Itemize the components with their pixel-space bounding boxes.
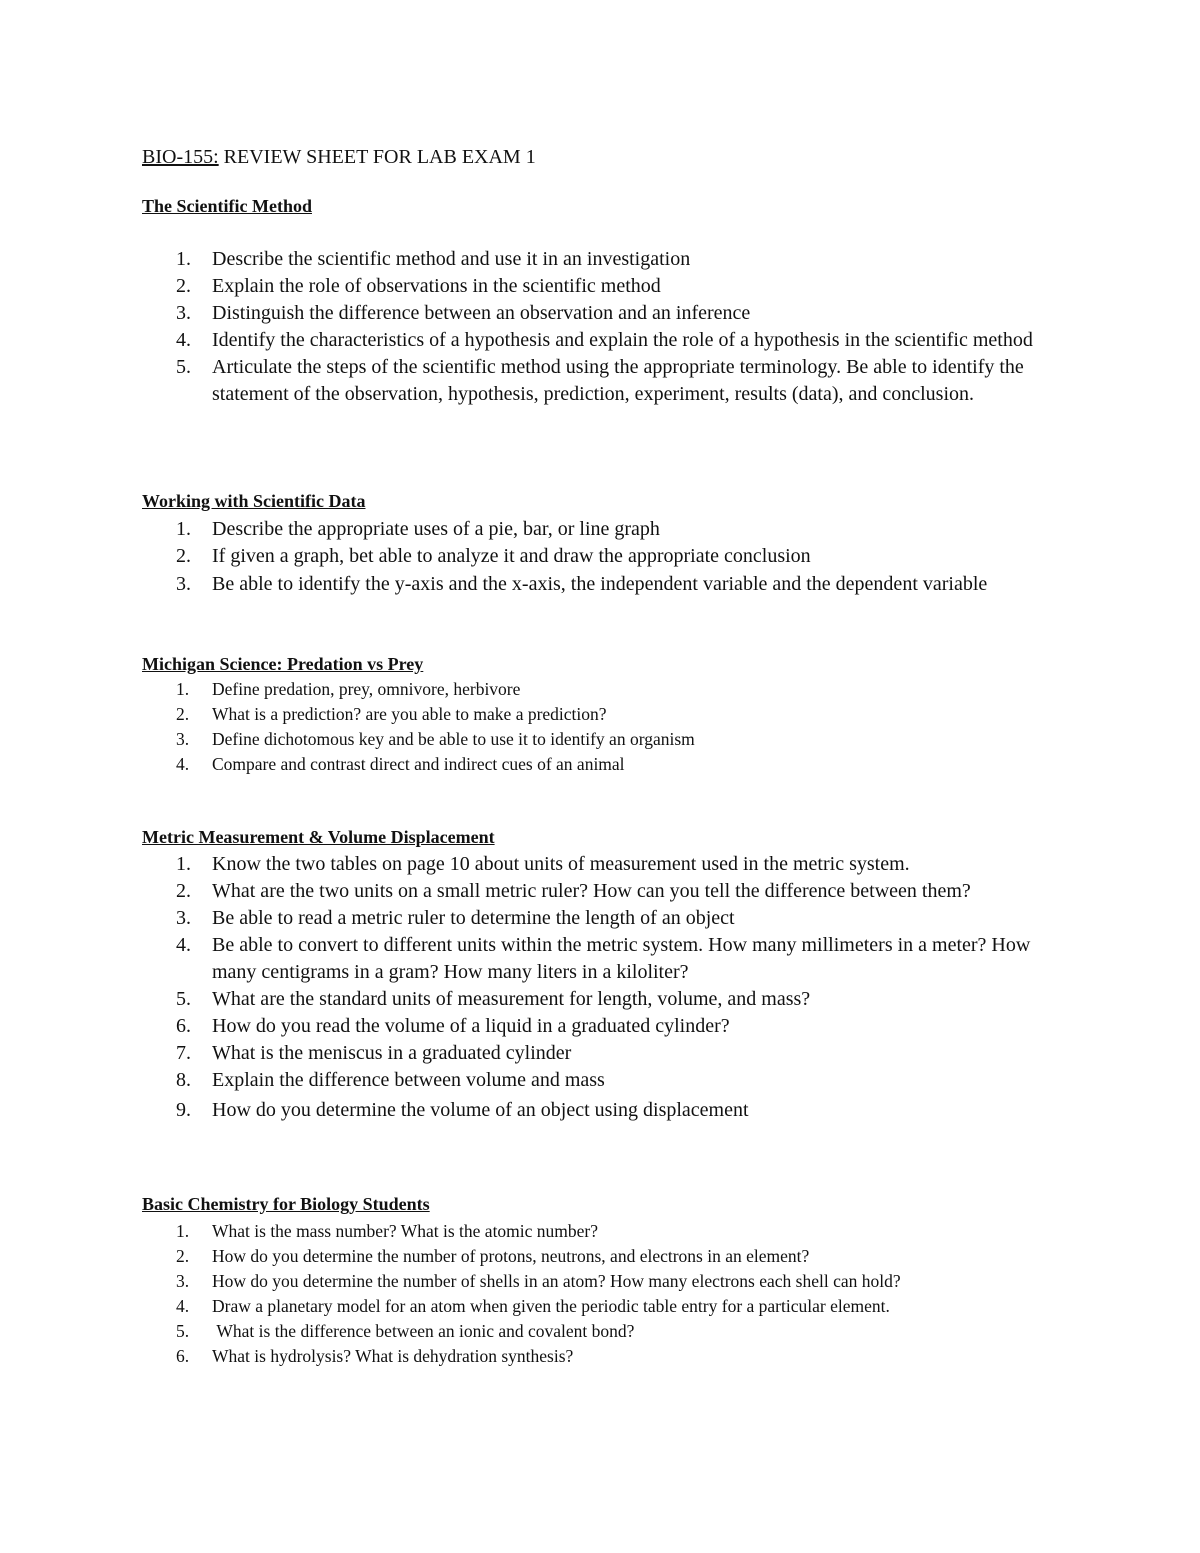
item-text: Articulate the steps of the scientific method using the appropriate terminology. Be able to identify the statement of the observation, hypothesis, prediction, experiment, results (data), and conclusion. (212, 356, 1024, 405)
scientific-method-list (142, 246, 1072, 408)
item-number: 4. (176, 329, 191, 351)
item-text: What are the two units on a small metric ruler? How can you tell the difference between them? (212, 880, 971, 902)
item-number: 2. (176, 704, 190, 724)
list-item (142, 677, 1072, 702)
item-text: What is the meniscus in a graduated cylinder (212, 1042, 572, 1064)
section-heading-predation: Michigan Science: Predation vs Prey (142, 654, 424, 674)
item-text: What are the standard units of measurement for length, volume, and mass? (212, 988, 811, 1010)
list-item (142, 516, 1072, 543)
item-text: Be able to read a metric ruler to determine the length of an object (212, 907, 735, 929)
item-number: 3. (176, 302, 191, 324)
chemistry-list (142, 1219, 1072, 1369)
item-number: 8. (176, 1069, 191, 1091)
list-item (142, 702, 1072, 727)
list-item (142, 727, 1072, 752)
scientific-data-list (142, 516, 1072, 599)
item-number: 1. (176, 853, 191, 875)
list-item (142, 300, 1072, 327)
list-item (142, 1244, 1072, 1269)
item-number: 3. (176, 907, 191, 929)
item-number: 1. (176, 518, 191, 540)
item-number: 4. (176, 934, 191, 956)
item-text: Define predation, prey, omnivore, herbivore (212, 679, 521, 699)
list-item (142, 246, 1072, 273)
item-number: 4. (176, 1296, 190, 1316)
list-item (142, 1040, 1072, 1067)
item-text: Describe the appropriate uses of a pie, bar, or line graph (212, 518, 660, 540)
list-item (142, 851, 1072, 878)
predation-list (142, 677, 1072, 777)
item-text: What is a prediction? are you able to make a prediction? (212, 704, 607, 724)
item-number: 6. (176, 1015, 191, 1037)
item-number: 9. (176, 1099, 191, 1121)
item-number: 2. (176, 1246, 190, 1266)
item-number: 4. (176, 754, 190, 774)
list-item (142, 327, 1072, 354)
metric-list (142, 851, 1072, 1127)
list-item (142, 932, 1072, 986)
item-text: Define dichotomous key and be able to use it to identify an organism (212, 729, 695, 749)
section-heading-metric: Metric Measurement & Volume Displacement (142, 827, 495, 847)
item-text: How do you determine the number of shells in an atom? How many electrons each shell can hold? (212, 1271, 901, 1291)
item-number: 1. (176, 679, 190, 699)
item-text: Draw a planetary model for an atom when given the periodic table entry for a particular element. (212, 1296, 890, 1316)
item-number: 5. (176, 988, 191, 1010)
list-item (142, 878, 1072, 905)
item-text: Explain the difference between volume and mass (212, 1069, 605, 1091)
course-code: BIO-155: (142, 146, 219, 168)
item-number: 3. (176, 573, 191, 595)
item-text: If given a graph, bet able to analyze it and draw the appropriate conclusion (212, 545, 811, 567)
item-text: Be able to convert to different units within the metric system. How many millimeters in a meter? How many centigrams in a gram? How many liters in a kiloliter? (212, 934, 1031, 983)
list-item (142, 354, 1072, 408)
item-number: 2. (176, 275, 191, 297)
list-item (142, 1013, 1072, 1040)
section-heading-scientific-data: Working with Scientific Data (142, 491, 366, 511)
page-title (142, 146, 536, 169)
item-number: 3. (176, 1271, 190, 1291)
list-item (142, 1067, 1072, 1094)
list-item (142, 273, 1072, 300)
item-text: Be able to identify the y-axis and the x-axis, the independent variable and the dependent variable (212, 573, 988, 595)
section-heading-chemistry: Basic Chemistry for Biology Students (142, 1194, 430, 1214)
list-item (142, 752, 1072, 777)
item-text: Distinguish the difference between an observation and an inference (212, 302, 751, 324)
item-number: 2. (176, 880, 191, 902)
item-number: 2. (176, 545, 191, 567)
list-item (142, 1094, 1072, 1127)
item-number: 3. (176, 729, 190, 749)
list-item (142, 1294, 1072, 1319)
item-text: What is the mass number? What is the atomic number? (212, 1221, 599, 1241)
item-number: 1. (176, 248, 191, 270)
item-number: 7. (176, 1042, 191, 1064)
list-item (142, 570, 1072, 599)
list-item (142, 986, 1072, 1013)
title-text: REVIEW SHEET FOR LAB EXAM 1 (218, 146, 536, 168)
item-text: Describe the scientific method and use it in an investigation (212, 248, 691, 270)
item-text: Identify the characteristics of a hypothesis and explain the role of a hypothesis in the scientific method (212, 329, 1033, 351)
item-number: 1. (176, 1221, 190, 1241)
item-text: What is the difference between an ionic and covalent bond? (212, 1321, 635, 1341)
item-text: How do you determine the number of protons, neutrons, and electrons in an element? (212, 1246, 810, 1266)
item-number: 6. (176, 1346, 190, 1366)
item-number: 5. (176, 356, 191, 378)
list-item (142, 1319, 1072, 1344)
list-item (142, 1344, 1072, 1369)
list-item (142, 543, 1072, 570)
item-text: How do you determine the volume of an object using displacement (212, 1099, 749, 1121)
item-number: 5. (176, 1321, 190, 1341)
item-text: Compare and contrast direct and indirect cues of an animal (212, 754, 625, 774)
section-heading-scientific-method: The Scientific Method (142, 196, 312, 216)
item-text: How do you read the volume of a liquid in a graduated cylinder? (212, 1015, 730, 1037)
item-text: What is hydrolysis? What is dehydration synthesis? (212, 1346, 574, 1366)
list-item (142, 1269, 1072, 1294)
list-item (142, 1219, 1072, 1244)
item-text: Explain the role of observations in the scientific method (212, 275, 661, 297)
list-item (142, 905, 1072, 932)
item-text: Know the two tables on page 10 about units of measurement used in the metric system. (212, 853, 910, 875)
